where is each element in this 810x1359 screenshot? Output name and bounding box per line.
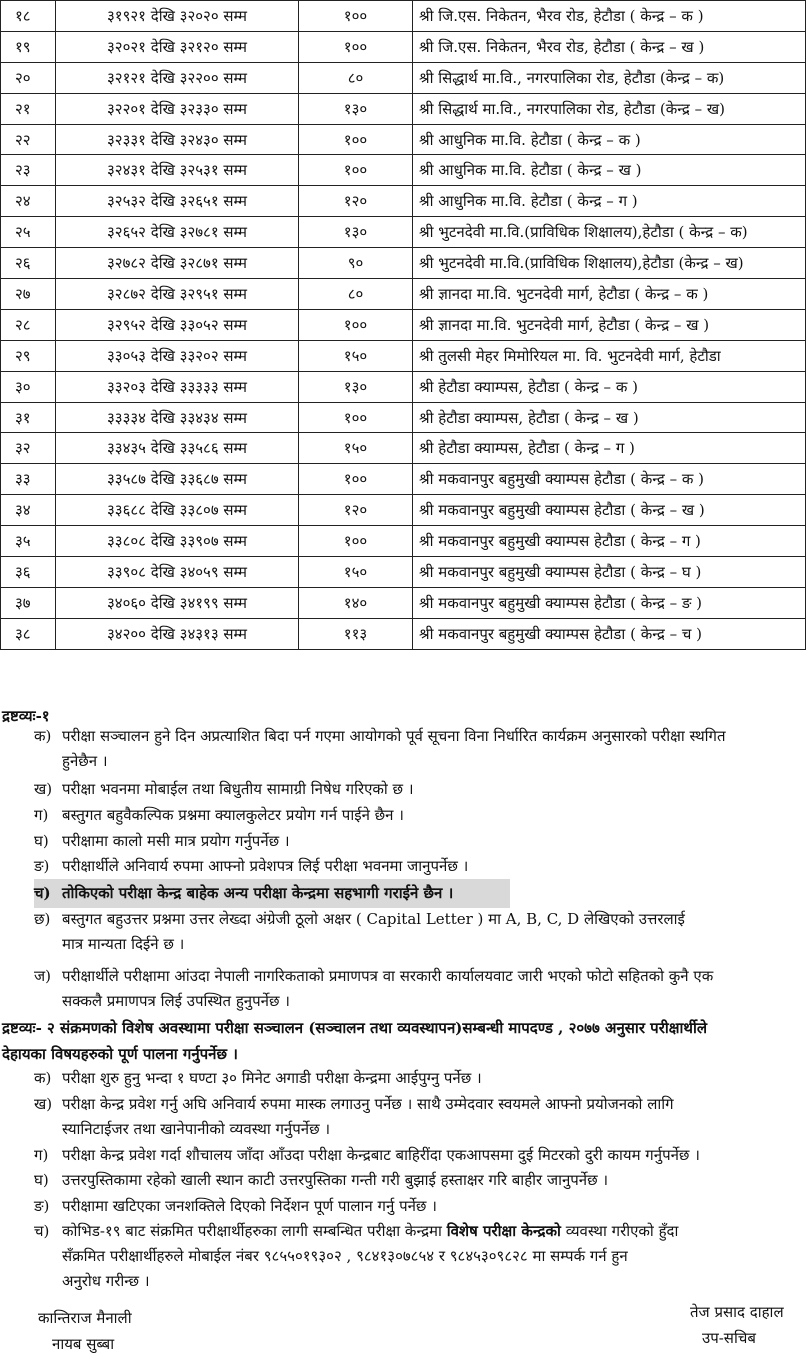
note2-item-text-cont: सँक्रमित परीक्षार्थीहरुले मोबाईल नंबर ९८५५०१९३०२ , ९८४१३०७८५४ र ९८४५३०९८२८ मा सम्पर्क गर्न हुन bbox=[62, 1247, 628, 1265]
roll-range-cell: ३२८७२ देखि ३२९५१ सम्म bbox=[56, 279, 299, 310]
note2-item bbox=[34, 1066, 804, 1091]
note1-item-text: परीक्षा भवनमा मोबाईल तथा बिधुतीय सामाग्री निषेध गरिएको छ । bbox=[62, 780, 414, 798]
table-row bbox=[1, 495, 806, 526]
note2-item-text: उत्तरपुस्तिकामा रहेको खाली स्थान काटी उत्तरपुस्तिका गन्ती गरी बुझाई हस्ताक्षर गरि बाहीर जानुपर्नेछ । bbox=[62, 1171, 609, 1189]
exam-center-cell: श्री जि.एस. निकेतन, भैरव रोड, हेटौडा ( केन्द्र – क ) bbox=[413, 1, 806, 32]
exam-center-cell: श्री आधुनिक मा.वि. हेटौडा ( केन्द्र – क ) bbox=[413, 124, 806, 155]
exam-center-cell: श्री मकवानपुर बहुमुखी क्याम्पस हेटौडा ( केन्द्र – ख ) bbox=[413, 495, 806, 526]
note1-item bbox=[34, 724, 804, 774]
note1-item-text: तोकिएको परीक्षा केन्द्र बाहेक अन्य परीक्षा केन्द्रमा सहभागी गराईने छैन । bbox=[62, 884, 454, 902]
exam-center-cell: श्री मकवानपुर बहुमुखी क्याम्पस हेटौडा ( केन्द्र – च ) bbox=[413, 618, 806, 649]
note1-item-label: ङ) bbox=[34, 857, 50, 875]
note2-item-label: क) bbox=[34, 1069, 52, 1087]
note1-item-text: परीक्षामा कालो मसी मात्र प्रयोग गर्नुपर्नेछ । bbox=[62, 832, 290, 850]
exam-center-cell: श्री भुटनदेवी मा.वि.(प्राविधिक शिक्षालय),हेटौडा (केन्द्र – ख) bbox=[413, 248, 806, 279]
serial-number-cell: २१ bbox=[1, 93, 56, 124]
table-row bbox=[1, 93, 806, 124]
note2-heading-cont: देहायका विषयहरुको पूर्ण पालना गर्नुपर्नेछ । bbox=[2, 1045, 238, 1063]
roll-range-cell: ३४०६० देखि ३४१९९ सम्म bbox=[56, 587, 299, 618]
note1-item bbox=[34, 803, 804, 828]
table-row bbox=[1, 248, 806, 279]
exam-center-cell: श्री हेटौडा क्याम्पस, हेटौडा ( केन्द्र – ख ) bbox=[413, 402, 806, 433]
note1-item-label: ख) bbox=[34, 780, 53, 798]
note1-item bbox=[34, 907, 804, 957]
candidate-count-cell: १२० bbox=[299, 495, 413, 526]
candidate-count-cell: ८० bbox=[299, 279, 413, 310]
note1-item-label: छ) bbox=[34, 910, 51, 928]
note1-item bbox=[34, 777, 804, 802]
note1-item-highlighted bbox=[34, 879, 510, 908]
roll-range-cell: ३३२०३ देखि ३३३३३ सम्म bbox=[56, 371, 299, 402]
note2-item-text: परीक्षा शुरु हुनु भन्दा १ घण्टा ३० मिनेट अगाडी परीक्षा केन्द्रमा आईपुग्नु पर्नेछ । bbox=[62, 1069, 482, 1087]
table-row bbox=[1, 433, 806, 464]
roll-range-cell: ३३९०८ देखि ३४०५९ सम्म bbox=[56, 557, 299, 588]
note1-item bbox=[34, 829, 804, 854]
note1-item-text: परीक्षार्थीले अनिवार्य रुपमा आफ्नो प्रवेशपत्र लिई परीक्षा भवनमा जानुपर्नेछ । bbox=[62, 857, 469, 875]
exam-center-cell: श्री आधुनिक मा.वि. हेटौडा ( केन्द्र – ग ) bbox=[413, 186, 806, 217]
serial-number-cell: ३८ bbox=[1, 618, 56, 649]
roll-range-cell: ३२५३२ देखि ३२६५१ सम्म bbox=[56, 186, 299, 217]
candidate-count-cell: १३० bbox=[299, 371, 413, 402]
exam-center-cell: श्री जि.एस. निकेतन, भैरव रोड, हेटौडा ( केन्द्र – ख ) bbox=[413, 31, 806, 62]
note2-item-text: परीक्षा केन्द्र प्रवेश गर्दा शौचालय जाँदा आँउदा परीक्षा केन्द्रबाट बाहिरींदा एकआपसमा दुई मिटरको दुरी कायम गर्नुपर्नेछ । bbox=[62, 1146, 700, 1164]
roll-range-cell: ३२७८२ देखि ३२८७१ सम्म bbox=[56, 248, 299, 279]
note2-item bbox=[34, 1092, 804, 1142]
note2-item bbox=[34, 1143, 804, 1168]
table-row bbox=[1, 464, 806, 495]
note1-item bbox=[34, 854, 804, 879]
note1-item-text-cont: सक्कलै प्रमाणपत्र लिई उपस्थित हुनुपर्नेछ । bbox=[62, 992, 290, 1010]
note1-item-label: घ) bbox=[34, 832, 49, 850]
note1-item-text-cont: हुनेछैन । bbox=[62, 752, 108, 770]
exam-center-cell: श्री हेटौडा क्याम्पस, हेटौडा ( केन्द्र – ग ) bbox=[413, 433, 806, 464]
candidate-count-cell: १५० bbox=[299, 557, 413, 588]
candidate-count-cell: १३० bbox=[299, 93, 413, 124]
table-row bbox=[1, 557, 806, 588]
candidate-count-cell: १०० bbox=[299, 31, 413, 62]
candidate-count-cell: ११३ bbox=[299, 618, 413, 649]
roll-range-cell: ३३०५३ देखि ३३२०२ सम्म bbox=[56, 340, 299, 371]
table-row bbox=[1, 402, 806, 433]
note2-item-label: घ) bbox=[34, 1171, 49, 1189]
serial-number-cell: ३६ bbox=[1, 557, 56, 588]
note1-item-label: क) bbox=[34, 727, 52, 745]
candidate-count-cell: १३० bbox=[299, 217, 413, 248]
serial-number-cell: ३३ bbox=[1, 464, 56, 495]
note1-item-text: परीक्षा सञ्चालन हुने दिन अप्रत्याशित बिदा पर्न गएमा आयोगको पूर्व सूचना विना निर्धारित कार्यक्रम अनुसारको परीक्षा स्थगित bbox=[62, 727, 726, 745]
note2-item-text: व्यवस्था गरीएको हुँदा bbox=[560, 1222, 679, 1240]
left-signatory-title: नायब सुब्बा bbox=[52, 1335, 115, 1353]
note2-item bbox=[34, 1194, 804, 1219]
table-row bbox=[1, 124, 806, 155]
candidate-count-cell: १०० bbox=[299, 124, 413, 155]
right-signatory-title: उप-सचिब bbox=[702, 1329, 756, 1347]
note2-item-label: ङ) bbox=[34, 1197, 50, 1215]
note2-item-label: ग) bbox=[34, 1146, 49, 1164]
candidate-count-cell: ९० bbox=[299, 248, 413, 279]
note1-item-label: ज) bbox=[34, 967, 51, 985]
roll-range-cell: ३२६५२ देखि ३२७८१ सम्म bbox=[56, 217, 299, 248]
exam-center-cell: श्री मकवानपुर बहुमुखी क्याम्पस हेटौडा ( केन्द्र – क ) bbox=[413, 464, 806, 495]
serial-number-cell: २८ bbox=[1, 309, 56, 340]
note2-item bbox=[34, 1219, 804, 1294]
serial-number-cell: ३० bbox=[1, 371, 56, 402]
note2-heading: द्रष्टव्यः- २ संक्रमणको विशेष अवस्थामा परीक्षा सञ्चालन (सञ्चालन तथा व्यवस्थापन)सम्बन्धी मापदण्ड , २०७७ अनुसार परीक्षार्थीले bbox=[2, 1019, 707, 1037]
note2-item-text-cont: अनुरोध गरीन्छ । bbox=[62, 1272, 150, 1290]
candidate-count-cell: १४० bbox=[299, 587, 413, 618]
note2-item-label: ख) bbox=[34, 1095, 53, 1113]
roll-range-cell: ३३३३४ देखि ३३४३४ सम्म bbox=[56, 402, 299, 433]
roll-range-cell: ३३८०८ देखि ३३९०७ सम्म bbox=[56, 526, 299, 557]
serial-number-cell: ३१ bbox=[1, 402, 56, 433]
table-row bbox=[1, 309, 806, 340]
candidate-count-cell: १२० bbox=[299, 186, 413, 217]
note1-item bbox=[34, 964, 804, 1014]
note2-item-text-cont: स्यानिटाईजर तथा खानेपानीको व्यवस्था गर्नुपर्नेछ । bbox=[62, 1120, 331, 1138]
candidate-count-cell: १०० bbox=[299, 402, 413, 433]
note2-item-text: परीक्षामा खटिएका जनशक्तिले दिएको निर्देशन पूर्ण पालान गर्नु पर्नेछ । bbox=[62, 1197, 437, 1215]
serial-number-cell: २० bbox=[1, 62, 56, 93]
note1-item-label: च) bbox=[34, 884, 51, 902]
table-row bbox=[1, 62, 806, 93]
candidate-count-cell: ८० bbox=[299, 62, 413, 93]
candidate-count-cell: १०० bbox=[299, 155, 413, 186]
serial-number-cell: ३४ bbox=[1, 495, 56, 526]
roll-range-cell: ३२९५२ देखि ३३०५२ सम्म bbox=[56, 309, 299, 340]
serial-number-cell: २४ bbox=[1, 186, 56, 217]
exam-center-cell: श्री तुलसी मेहर मिमोरियल मा. वि. भुटनदेवी मार्ग, हेटौडा bbox=[413, 340, 806, 371]
roll-range-cell: ३३५८७ देखि ३३६८७ सम्म bbox=[56, 464, 299, 495]
exam-center-cell: श्री ज्ञानदा मा.वि. भुटनदेवी मार्ग, हेटौडा ( केन्द्र – क ) bbox=[413, 279, 806, 310]
table-row bbox=[1, 186, 806, 217]
serial-number-cell: २२ bbox=[1, 124, 56, 155]
serial-number-cell: २६ bbox=[1, 248, 56, 279]
exam-center-cell: श्री ज्ञानदा मा.वि. भुटनदेवी मार्ग, हेटौडा ( केन्द्र – ख ) bbox=[413, 309, 806, 340]
candidate-count-cell: १५० bbox=[299, 340, 413, 371]
exam-center-cell: श्री मकवानपुर बहुमुखी क्याम्पस हेटौडा ( केन्द्र – ग ) bbox=[413, 526, 806, 557]
note1-item-text-cont: मात्र मान्यता दिईने छ । bbox=[62, 935, 185, 953]
candidate-count-cell: १०० bbox=[299, 309, 413, 340]
highlight-box bbox=[34, 879, 510, 908]
serial-number-cell: २५ bbox=[1, 217, 56, 248]
table-row bbox=[1, 618, 806, 649]
exam-center-cell: श्री हेटौडा क्याम्पस, हेटौडा ( केन्द्र – क ) bbox=[413, 371, 806, 402]
candidate-count-cell: १५० bbox=[299, 433, 413, 464]
serial-number-cell: ३७ bbox=[1, 587, 56, 618]
roll-range-cell: ३२४३१ देखि ३२५३१ सम्म bbox=[56, 155, 299, 186]
table-row bbox=[1, 587, 806, 618]
roll-range-cell: ३२०२१ देखि ३२१२० सम्म bbox=[56, 31, 299, 62]
note2-item-text: कोभिड-१९ बाट संक्रमित परीक्षार्थीहरुका लागी सम्बन्धित परीक्षा केन्द्रमा bbox=[62, 1222, 447, 1240]
table-row bbox=[1, 340, 806, 371]
note1-item-label: ग) bbox=[34, 806, 49, 824]
table-row bbox=[1, 279, 806, 310]
note2-item-text-bold: विशेष परीक्षा केन्द्रको bbox=[446, 1222, 561, 1240]
roll-range-cell: ३३४३५ देखि ३३५८६ सम्म bbox=[56, 433, 299, 464]
note1-item-text: बस्तुगत बहुवैकल्पिक प्रश्नमा क्यालकुलेटर प्रयोग गर्न पाईने छैन । bbox=[62, 806, 404, 824]
note2-item-text: परीक्षा केन्द्र प्रवेश गर्नु अघि अनिवार्य रुपमा मास्क लगाउनु पर्नेछ । साथै उम्मेदवार स्वयमले आफ्नो प्रयोजनको लागि bbox=[62, 1095, 674, 1113]
roll-range-cell: ३२१२१ देखि ३२२०० सम्म bbox=[56, 62, 299, 93]
left-signatory-name: कान्तिराज मैनाली bbox=[38, 1309, 132, 1327]
exam-center-table bbox=[0, 0, 806, 650]
serial-number-cell: २९ bbox=[1, 340, 56, 371]
serial-number-cell: १९ bbox=[1, 31, 56, 62]
serial-number-cell: ३५ bbox=[1, 526, 56, 557]
serial-number-cell: १८ bbox=[1, 1, 56, 32]
table-row bbox=[1, 31, 806, 62]
exam-center-table-body bbox=[1, 1, 806, 650]
note2-item bbox=[34, 1168, 804, 1193]
exam-center-cell: श्री सिद्धार्थ मा.वि., नगरपालिका रोड, हेटौडा (केन्द्र – क) bbox=[413, 62, 806, 93]
roll-range-cell: ३१९२१ देखि ३२०२० सम्म bbox=[56, 1, 299, 32]
exam-center-cell: श्री सिद्धार्थ मा.वि., नगरपालिका रोड, हेटौडा (केन्द्र – ख) bbox=[413, 93, 806, 124]
table-row bbox=[1, 217, 806, 248]
roll-range-cell: ३४२०० देखि ३४३१३ सम्म bbox=[56, 618, 299, 649]
roll-range-cell: ३२३३१ देखि ३२४३० सम्म bbox=[56, 124, 299, 155]
roll-range-cell: ३३६८८ देखि ३३८०७ सम्म bbox=[56, 495, 299, 526]
serial-number-cell: २३ bbox=[1, 155, 56, 186]
table-row bbox=[1, 371, 806, 402]
table-row bbox=[1, 526, 806, 557]
note1-item-text: परीक्षार्थीले परीक्षामा आंउदा नेपाली नागरिकताको प्रमाणपत्र वा सरकारी कार्यालयवाट जारी भएको फोटो सहितको कुनै एक bbox=[62, 967, 714, 985]
table-row bbox=[1, 1, 806, 32]
note1-item-text: बस्तुगत बहुउत्तर प्रश्नमा उत्तर लेख्दा अंग्रेजी ठूलो अक्षर ( Capital Letter ) मा A, B, C, D लेखिएको उत्तरलाई bbox=[62, 910, 685, 928]
candidate-count-cell: १०० bbox=[299, 1, 413, 32]
exam-center-cell: श्री आधुनिक मा.वि. हेटौडा ( केन्द्र – ख ) bbox=[413, 155, 806, 186]
table-row bbox=[1, 155, 806, 186]
right-signatory-name: तेज प्रसाद दाहाल bbox=[690, 1303, 784, 1321]
roll-range-cell: ३२२०१ देखि ३२३३० सम्म bbox=[56, 93, 299, 124]
note1-heading: द्रष्टव्यः-१ bbox=[2, 707, 50, 725]
serial-number-cell: ३२ bbox=[1, 433, 56, 464]
exam-center-cell: श्री मकवानपुर बहुमुखी क्याम्पस हेटौडा ( केन्द्र – घ ) bbox=[413, 557, 806, 588]
candidate-count-cell: १०० bbox=[299, 526, 413, 557]
exam-center-cell: श्री भुटनदेवी मा.वि.(प्राविधिक शिक्षालय),हेटौडा ( केन्द्र – क) bbox=[413, 217, 806, 248]
candidate-count-cell: १०० bbox=[299, 464, 413, 495]
note2-item-label: च) bbox=[34, 1222, 50, 1240]
exam-center-cell: श्री मकवानपुर बहुमुखी क्याम्पस हेटौडा ( केन्द्र – ङ ) bbox=[413, 587, 806, 618]
serial-number-cell: २७ bbox=[1, 279, 56, 310]
